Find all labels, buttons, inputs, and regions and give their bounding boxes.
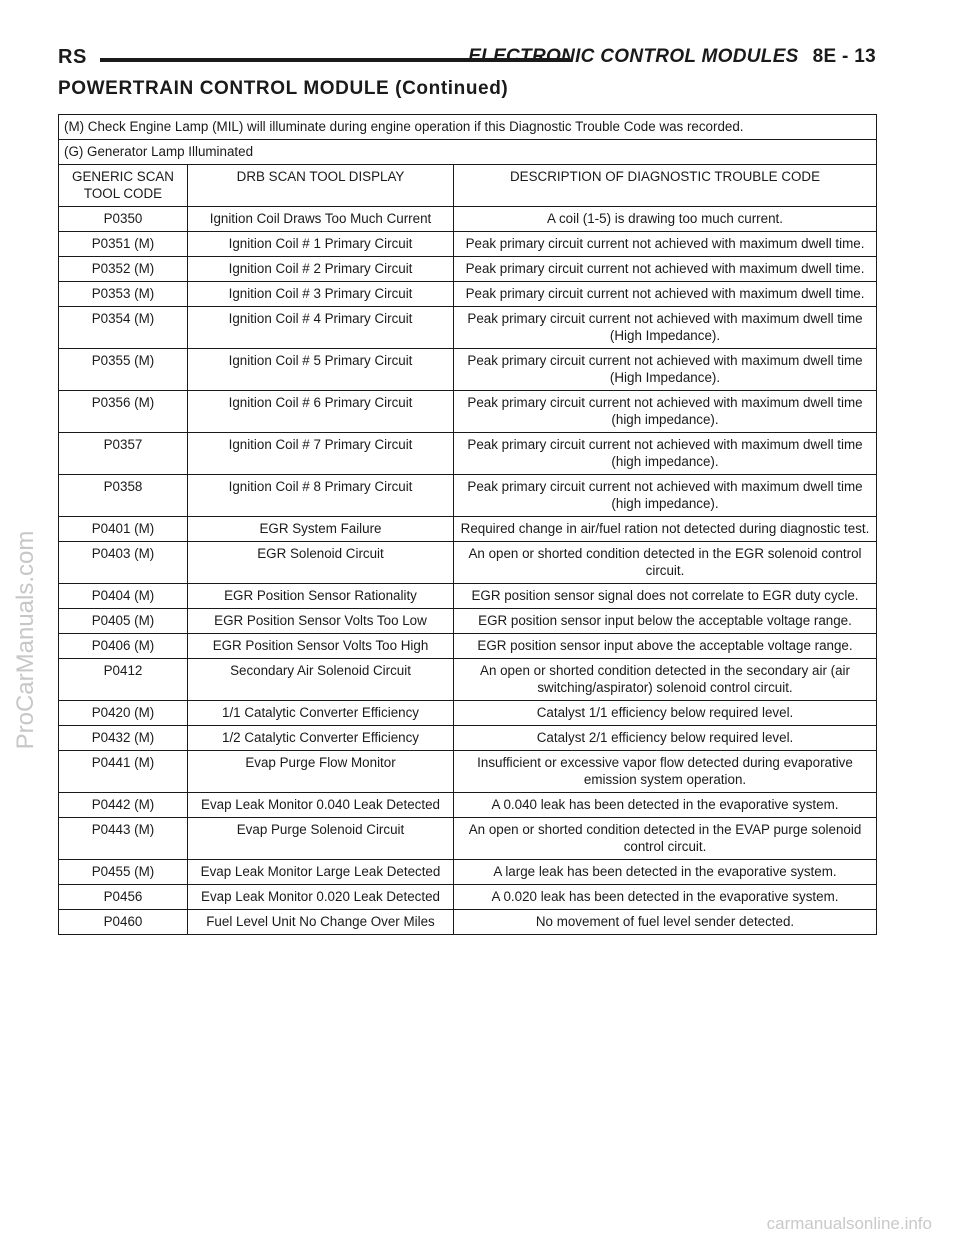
table-row xyxy=(59,885,877,910)
dtc-description-cell: An open or shorted condition detected in the secondary air (air switching/aspirator) solenoid control circuit. xyxy=(454,659,877,701)
drb-display-cell: Ignition Coil # 1 Primary Circuit xyxy=(188,232,454,257)
table-row xyxy=(59,910,877,935)
dtc-description-cell: Peak primary circuit current not achieved with maximum dwell time (high impedance). xyxy=(454,475,877,517)
dtc-code-cell: P0432 (M) xyxy=(59,726,188,751)
drb-display-cell: Secondary Air Solenoid Circuit xyxy=(188,659,454,701)
table-row xyxy=(59,207,877,232)
dtc-description-cell: An open or shorted condition detected in the EGR solenoid control circuit. xyxy=(454,542,877,584)
table-row xyxy=(59,232,877,257)
dtc-description-cell: A 0.040 leak has been detected in the evaporative system. xyxy=(454,793,877,818)
table-row xyxy=(59,860,877,885)
dtc-code-cell: P0405 (M) xyxy=(59,609,188,634)
dtc-description-cell: Peak primary circuit current not achieved with maximum dwell time (high impedance). xyxy=(454,433,877,475)
drb-display-cell: 1/1 Catalytic Converter Efficiency xyxy=(188,701,454,726)
dtc-code-cell: P0401 (M) xyxy=(59,517,188,542)
dtc-description-cell: A large leak has been detected in the evaporative system. xyxy=(454,860,877,885)
table-row xyxy=(59,609,877,634)
dtc-code-cell: P0443 (M) xyxy=(59,818,188,860)
note-generator: (G) Generator Lamp Illuminated xyxy=(59,140,877,165)
dtc-code-cell: P0353 (M) xyxy=(59,282,188,307)
dtc-description-cell: Catalyst 2/1 efficiency below required level. xyxy=(454,726,877,751)
note-row xyxy=(59,140,877,165)
table-row xyxy=(59,282,877,307)
header-model: RS xyxy=(58,46,87,68)
drb-display-cell: Evap Leak Monitor 0.040 Leak Detected xyxy=(188,793,454,818)
dtc-code-cell: P0403 (M) xyxy=(59,542,188,584)
column-header-drb-display: DRB SCAN TOOL DISPLAY xyxy=(188,165,454,207)
table-row xyxy=(59,634,877,659)
dtc-code-cell: P0404 (M) xyxy=(59,584,188,609)
table-row xyxy=(59,659,877,701)
dtc-description-cell: No movement of fuel level sender detected. xyxy=(454,910,877,935)
dtc-code-cell: P0455 (M) xyxy=(59,860,188,885)
side-watermark-text: ProCarManuals.com xyxy=(12,530,39,750)
dtc-code-cell: P0420 (M) xyxy=(59,701,188,726)
dtc-description-cell: Insufficient or excessive vapor flow detected during evaporative emission system operation. xyxy=(454,751,877,793)
column-header-generic-code: GENERIC SCAN TOOL CODE xyxy=(59,165,188,207)
note-mil: (M) Check Engine Lamp (MIL) will illuminate during engine operation if this Diagnostic Trouble Code was recorded. xyxy=(59,115,877,140)
table-row xyxy=(59,701,877,726)
table-row xyxy=(59,307,877,349)
drb-display-cell: Fuel Level Unit No Change Over Miles xyxy=(188,910,454,935)
drb-display-cell: 1/2 Catalytic Converter Efficiency xyxy=(188,726,454,751)
dtc-code-cell: P0406 (M) xyxy=(59,634,188,659)
dtc-code-cell: P0355 (M) xyxy=(59,349,188,391)
drb-display-cell: Ignition Coil # 5 Primary Circuit xyxy=(188,349,454,391)
drb-display-cell: EGR Solenoid Circuit xyxy=(188,542,454,584)
drb-display-cell: EGR Position Sensor Volts Too Low xyxy=(188,609,454,634)
drb-display-cell: Ignition Coil # 8 Primary Circuit xyxy=(188,475,454,517)
drb-display-cell: Evap Purge Flow Monitor xyxy=(188,751,454,793)
dtc-description-cell: Peak primary circuit current not achieved with maximum dwell time (high impedance). xyxy=(454,391,877,433)
drb-display-cell: Ignition Coil # 2 Primary Circuit xyxy=(188,257,454,282)
dtc-code-cell: P0356 (M) xyxy=(59,391,188,433)
dtc-code-cell: P0442 (M) xyxy=(59,793,188,818)
table-row xyxy=(59,726,877,751)
table-row xyxy=(59,475,877,517)
table-row xyxy=(59,793,877,818)
drb-display-cell: Ignition Coil # 3 Primary Circuit xyxy=(188,282,454,307)
drb-display-cell: EGR Position Sensor Rationality xyxy=(188,584,454,609)
dtc-description-cell: A coil (1-5) is drawing too much current. xyxy=(454,207,877,232)
table-row xyxy=(59,391,877,433)
header-chapter-title: ELECTRONIC CONTROL MODULES xyxy=(468,46,799,67)
drb-display-cell: Evap Purge Solenoid Circuit xyxy=(188,818,454,860)
page-number: 8E - 13 xyxy=(812,46,876,67)
drb-display-cell: Evap Leak Monitor 0.020 Leak Detected xyxy=(188,885,454,910)
dtc-description-cell: Catalyst 1/1 efficiency below required level. xyxy=(454,701,877,726)
dtc-code-cell: P0354 (M) xyxy=(59,307,188,349)
page-header xyxy=(58,46,876,74)
dtc-description-cell: EGR position sensor signal does not correlate to EGR duty cycle. xyxy=(454,584,877,609)
dtc-description-cell: Peak primary circuit current not achieved with maximum dwell time. xyxy=(454,232,877,257)
dtc-code-cell: P0456 xyxy=(59,885,188,910)
dtc-description-cell: Peak primary circuit current not achieved with maximum dwell time. xyxy=(454,282,877,307)
note-row xyxy=(59,115,877,140)
dtc-description-cell: Peak primary circuit current not achieved with maximum dwell time. xyxy=(454,257,877,282)
dtc-description-cell: EGR position sensor input below the acceptable voltage range. xyxy=(454,609,877,634)
footer-watermark: carmanualsonline.info xyxy=(766,1214,932,1233)
table-row xyxy=(59,433,877,475)
table-row xyxy=(59,349,877,391)
drb-display-cell: Ignition Coil # 6 Primary Circuit xyxy=(188,391,454,433)
dtc-code-cell: P0441 (M) xyxy=(59,751,188,793)
dtc-code-cell: P0357 xyxy=(59,433,188,475)
table-row xyxy=(59,818,877,860)
table-row xyxy=(59,584,877,609)
column-header-description: DESCRIPTION OF DIAGNOSTIC TROUBLE CODE xyxy=(454,165,877,207)
dtc-code-cell: P0412 xyxy=(59,659,188,701)
dtc-code-cell: P0351 (M) xyxy=(59,232,188,257)
table-row xyxy=(59,517,877,542)
dtc-code-cell: P0358 xyxy=(59,475,188,517)
dtc-table xyxy=(58,114,877,935)
drb-display-cell: Ignition Coil Draws Too Much Current xyxy=(188,207,454,232)
dtc-description-cell: EGR position sensor input above the acceptable voltage range. xyxy=(454,634,877,659)
drb-display-cell: EGR Position Sensor Volts Too High xyxy=(188,634,454,659)
dtc-description-cell: A 0.020 leak has been detected in the evaporative system. xyxy=(454,885,877,910)
table-row xyxy=(59,751,877,793)
dtc-code-cell: P0460 xyxy=(59,910,188,935)
table-row xyxy=(59,542,877,584)
header-chapter xyxy=(468,46,876,68)
drb-display-cell: Evap Leak Monitor Large Leak Detected xyxy=(188,860,454,885)
drb-display-cell: EGR System Failure xyxy=(188,517,454,542)
dtc-description-cell: An open or shorted condition detected in the EVAP purge solenoid control circuit. xyxy=(454,818,877,860)
drb-display-cell: Ignition Coil # 4 Primary Circuit xyxy=(188,307,454,349)
dtc-code-cell: P0350 xyxy=(59,207,188,232)
dtc-description-cell: Peak primary circuit current not achieved with maximum dwell time (High Impedance). xyxy=(454,307,877,349)
dtc-description-cell: Required change in air/fuel ration not detected during diagnostic test. xyxy=(454,517,877,542)
table-header-row xyxy=(59,165,877,207)
drb-display-cell: Ignition Coil # 7 Primary Circuit xyxy=(188,433,454,475)
section-title: POWERTRAIN CONTROL MODULE (Continued) xyxy=(58,78,509,99)
side-watermark xyxy=(8,380,44,900)
table-row xyxy=(59,257,877,282)
dtc-code-cell: P0352 (M) xyxy=(59,257,188,282)
dtc-description-cell: Peak primary circuit current not achieved with maximum dwell time (High Impedance). xyxy=(454,349,877,391)
